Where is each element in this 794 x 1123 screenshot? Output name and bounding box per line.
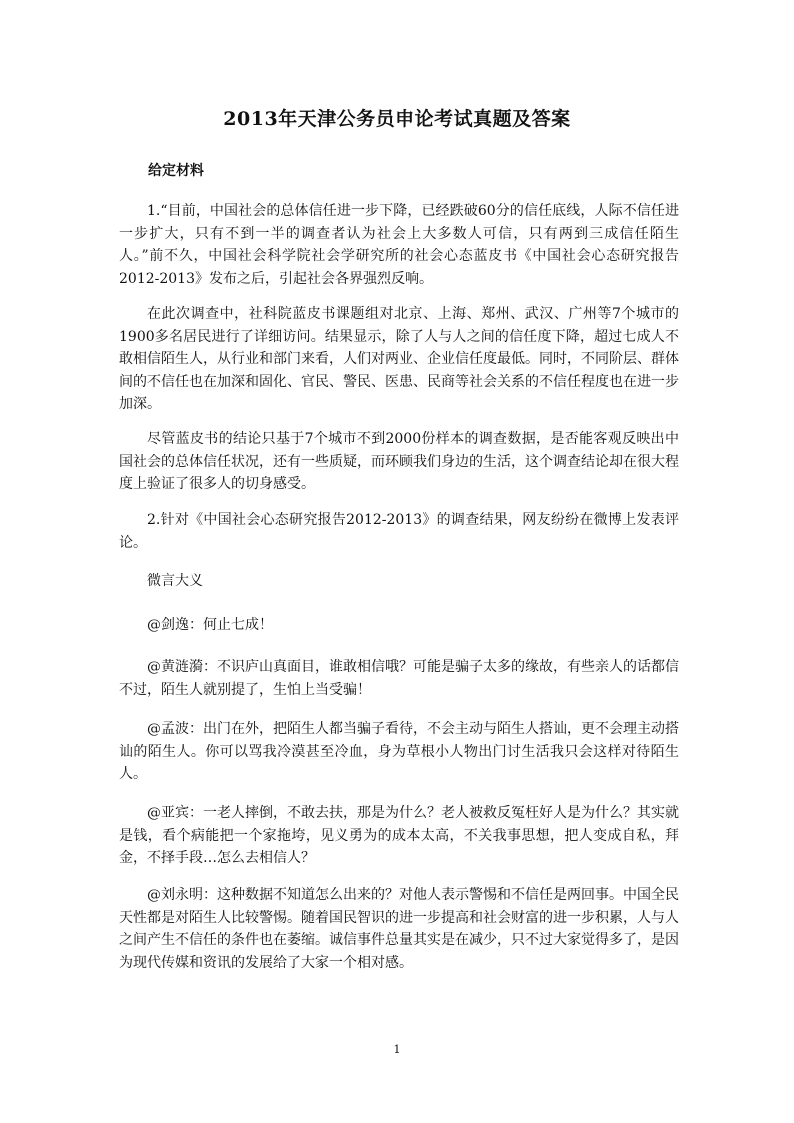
weibo-comment-meng: @孟波：出门在外，把陌生人都当骗子看待，不会主动与陌生人搭讪，更不会理主动搭讪的陌生人。你可以骂我冷漠甚至冷血，身为草根小人物出门讨生活我只会这样对待陌生人。 [119, 721, 679, 782]
survey-paragraph: 在此次调查中，社科院蓝皮书课题组对北京、上海、郑州、武汉、广州等7个城市的1900多名居民进行了详细访问。结果显示，除了人与人之间的信任度下降，超过七成人不敢相信陌生人，从行业和部门来看，人们对两业、企业信任度最低。同时，不同阶层、群体间的不信任也在加深和固化、官民、警民、医患、民商等社会关系的不信任程度也在进一步加深。 [119, 306, 679, 412]
bluebook-conclusion-paragraph: 尽管蓝皮书的结论只基于7个城市不到2000份样本的调查数据，是否能客观反映出中国社会的总体信任状况，还有一些质疑，而环顾我们身边的生活，这个调查结论却在很大程度上验证了很多人的切身感受。 [119, 431, 679, 492]
material-paragraph-2: 2.针对《中国社会心态研究报告2012-2013》的调查结果，网友纷纷在微博上发表评论。 [119, 512, 679, 551]
page-number: 1 [393, 1043, 401, 1056]
weibo-comment-yabin: @亚宾：一老人摔倒，不敢去扶，那是为什么？老人被救反冤枉好人是为什么？其实就是钱，看个病能把一个家拖垮，见义勇为的成本太高，不关我事思想，把人变成自私，拜金，不择手段…怎么去相信人？ [119, 805, 679, 866]
weibo-comment-liu: @刘永明：这种数据不知道怎么出来的？对他人表示警惕和不信任是两回事。中国全民天性都是对陌生人比较警惕。随着国民智识的进一步提高和社会财富的进一步积累，人与人之间产生不信任的条件也在萎缩。诚信事件总量其实是在减少，只不过大家觉得多了，是因为现代传媒和资讯的发展给了大家一个相对感。 [119, 887, 679, 971]
material-paragraph-1: 1.“目前，中国社会的总体信任进一步下降，已经跌破60分的信任底线，人际不信任进一步扩大，只有不到一半的调查者认为社会上大多数人可信，只有两到三成信任陌生人。”前不久，中国社会科学院社会学研究所的社会心态蓝皮书《中国社会心态研究报告2012-2013》发布之后，引起社会各界强烈反响。 [119, 203, 679, 287]
weibo-comment-jianyi: @剑逸：何止七成！ [147, 617, 273, 633]
section-heading: 给定材料 [148, 163, 204, 179]
weibo-comment-huang: @黄涟漪：不识庐山真面目，谁敢相信哦？可能是骗子太多的缘故，有些亲人的话都信不过，陌生人就别提了，生怕上当受骗！ [119, 659, 679, 698]
document-title: 2013年天津公务员申论考试真题及答案 [223, 108, 571, 130]
weibo-section-label: 微言大义 [147, 573, 203, 589]
